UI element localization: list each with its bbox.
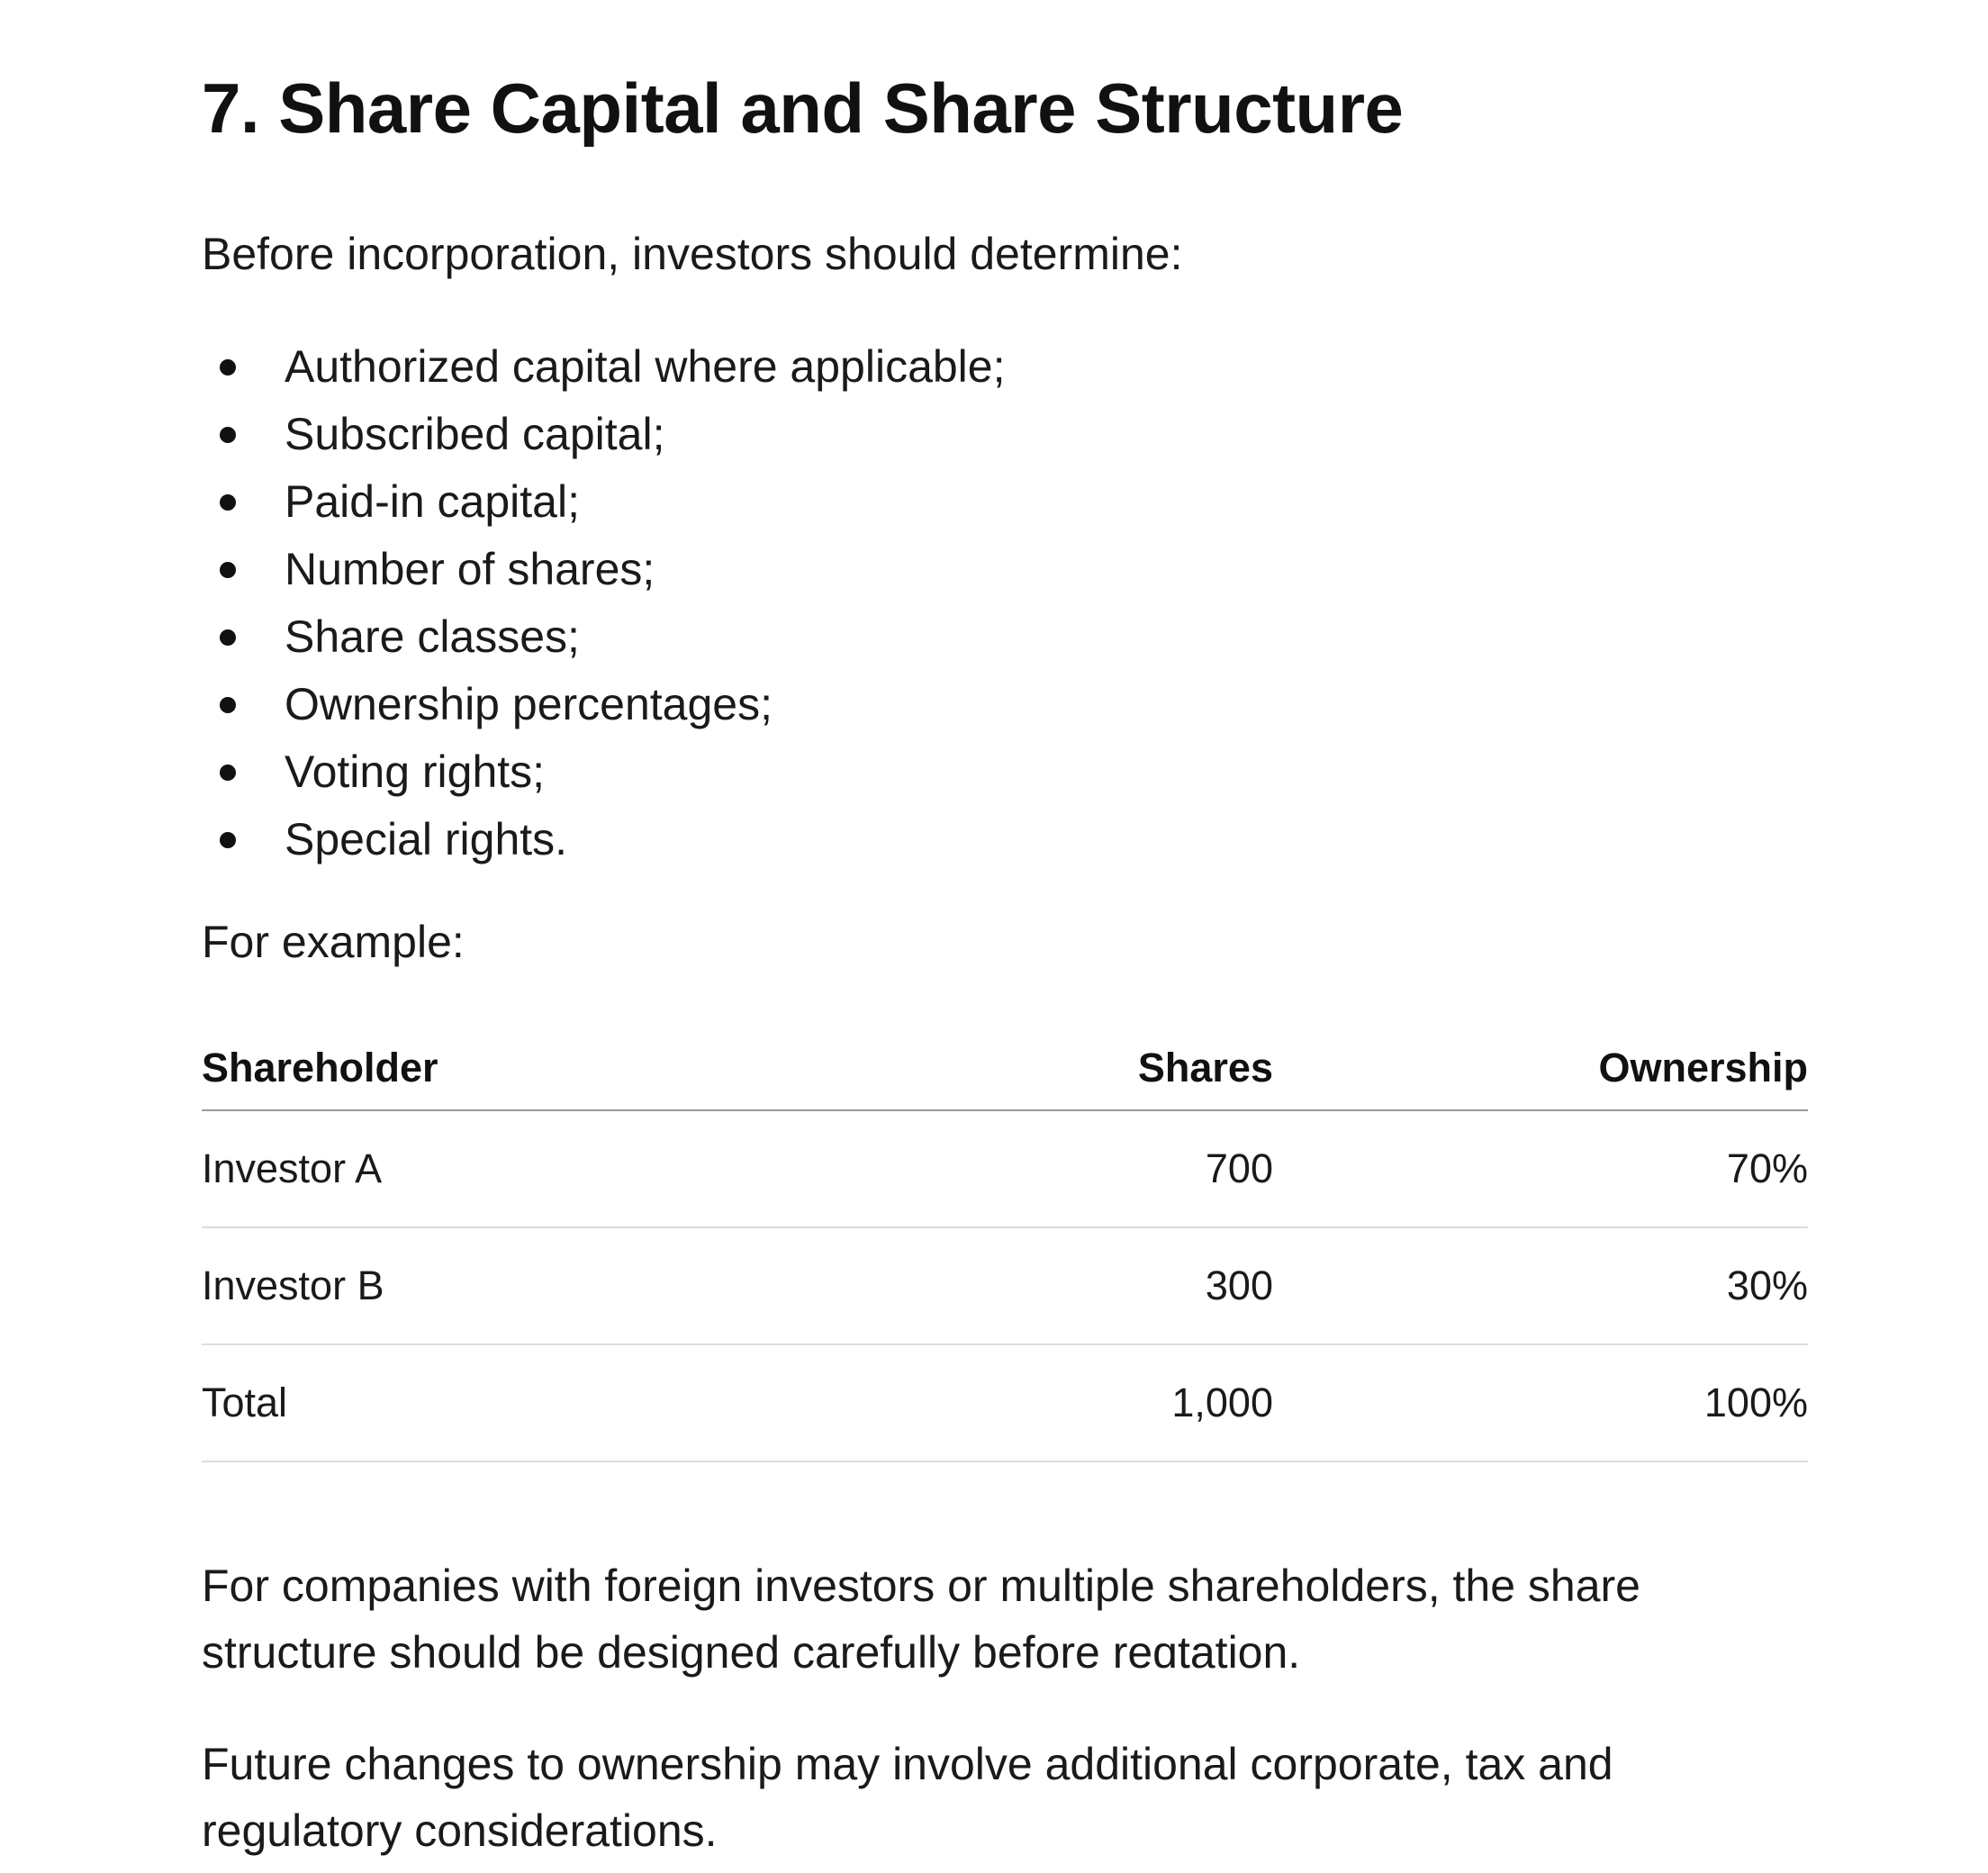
list-item: Authorized capital where applicable; [202, 333, 1813, 401]
cell-ownership: 100% [1273, 1344, 1808, 1461]
example-label: For example: [202, 917, 465, 967]
paragraph-share-design: For companies with foreign investors or multiple shareholders, the share structure should be designed carefully before reɑtation. [202, 1561, 1640, 1678]
table-row [202, 1110, 1808, 1227]
cell-shares: 300 [1102, 1227, 1273, 1344]
determination-list [202, 333, 1813, 873]
list-item: Special rights. [202, 806, 1813, 873]
cell-shares: 1,000 [1102, 1344, 1273, 1461]
cell-shareholder: Investor A [202, 1110, 1102, 1227]
paragraph-future-changes: Future changes to ownership may involve additional corporate, tax and regulatory considerations. [202, 1739, 1613, 1856]
section-heading: 7. Share Capital and Share Structure [202, 68, 1404, 148]
cell-ownership: 70% [1273, 1110, 1808, 1227]
header-shareholder: Shareholder [202, 1027, 1102, 1110]
list-item: Subscribed capital; [202, 401, 1813, 468]
cell-shareholder: Investor B [202, 1227, 1102, 1344]
table-total-row [202, 1344, 1808, 1461]
table-row [202, 1227, 1808, 1344]
header-shares: Shares [1102, 1027, 1273, 1110]
header-ownership: Ownership [1273, 1027, 1808, 1110]
cell-ownership: 30% [1273, 1227, 1808, 1344]
table-header-row [202, 1027, 1808, 1110]
bullet-icon [220, 427, 236, 443]
bullet-icon [220, 832, 236, 848]
bullet-icon [220, 494, 236, 511]
list-item: Paid-in capital; [202, 468, 1813, 536]
list-item: Voting rights; [202, 738, 1813, 806]
bullet-icon [220, 697, 236, 713]
intro-text: Before incorporation, investors should determine: [202, 229, 1183, 279]
share-structure-table [202, 1027, 1808, 1462]
bullet-icon [220, 359, 236, 376]
cell-shareholder: Total [202, 1344, 1102, 1461]
list-item: Share classes; [202, 603, 1813, 671]
list-item: Ownership percentages; [202, 671, 1813, 738]
list-item: Number of shares; [202, 536, 1813, 603]
bullet-icon [220, 562, 236, 578]
bullet-icon [220, 765, 236, 781]
cell-shares: 700 [1102, 1110, 1273, 1227]
document-page [202, 54, 1813, 1864]
bullet-icon [220, 629, 236, 646]
